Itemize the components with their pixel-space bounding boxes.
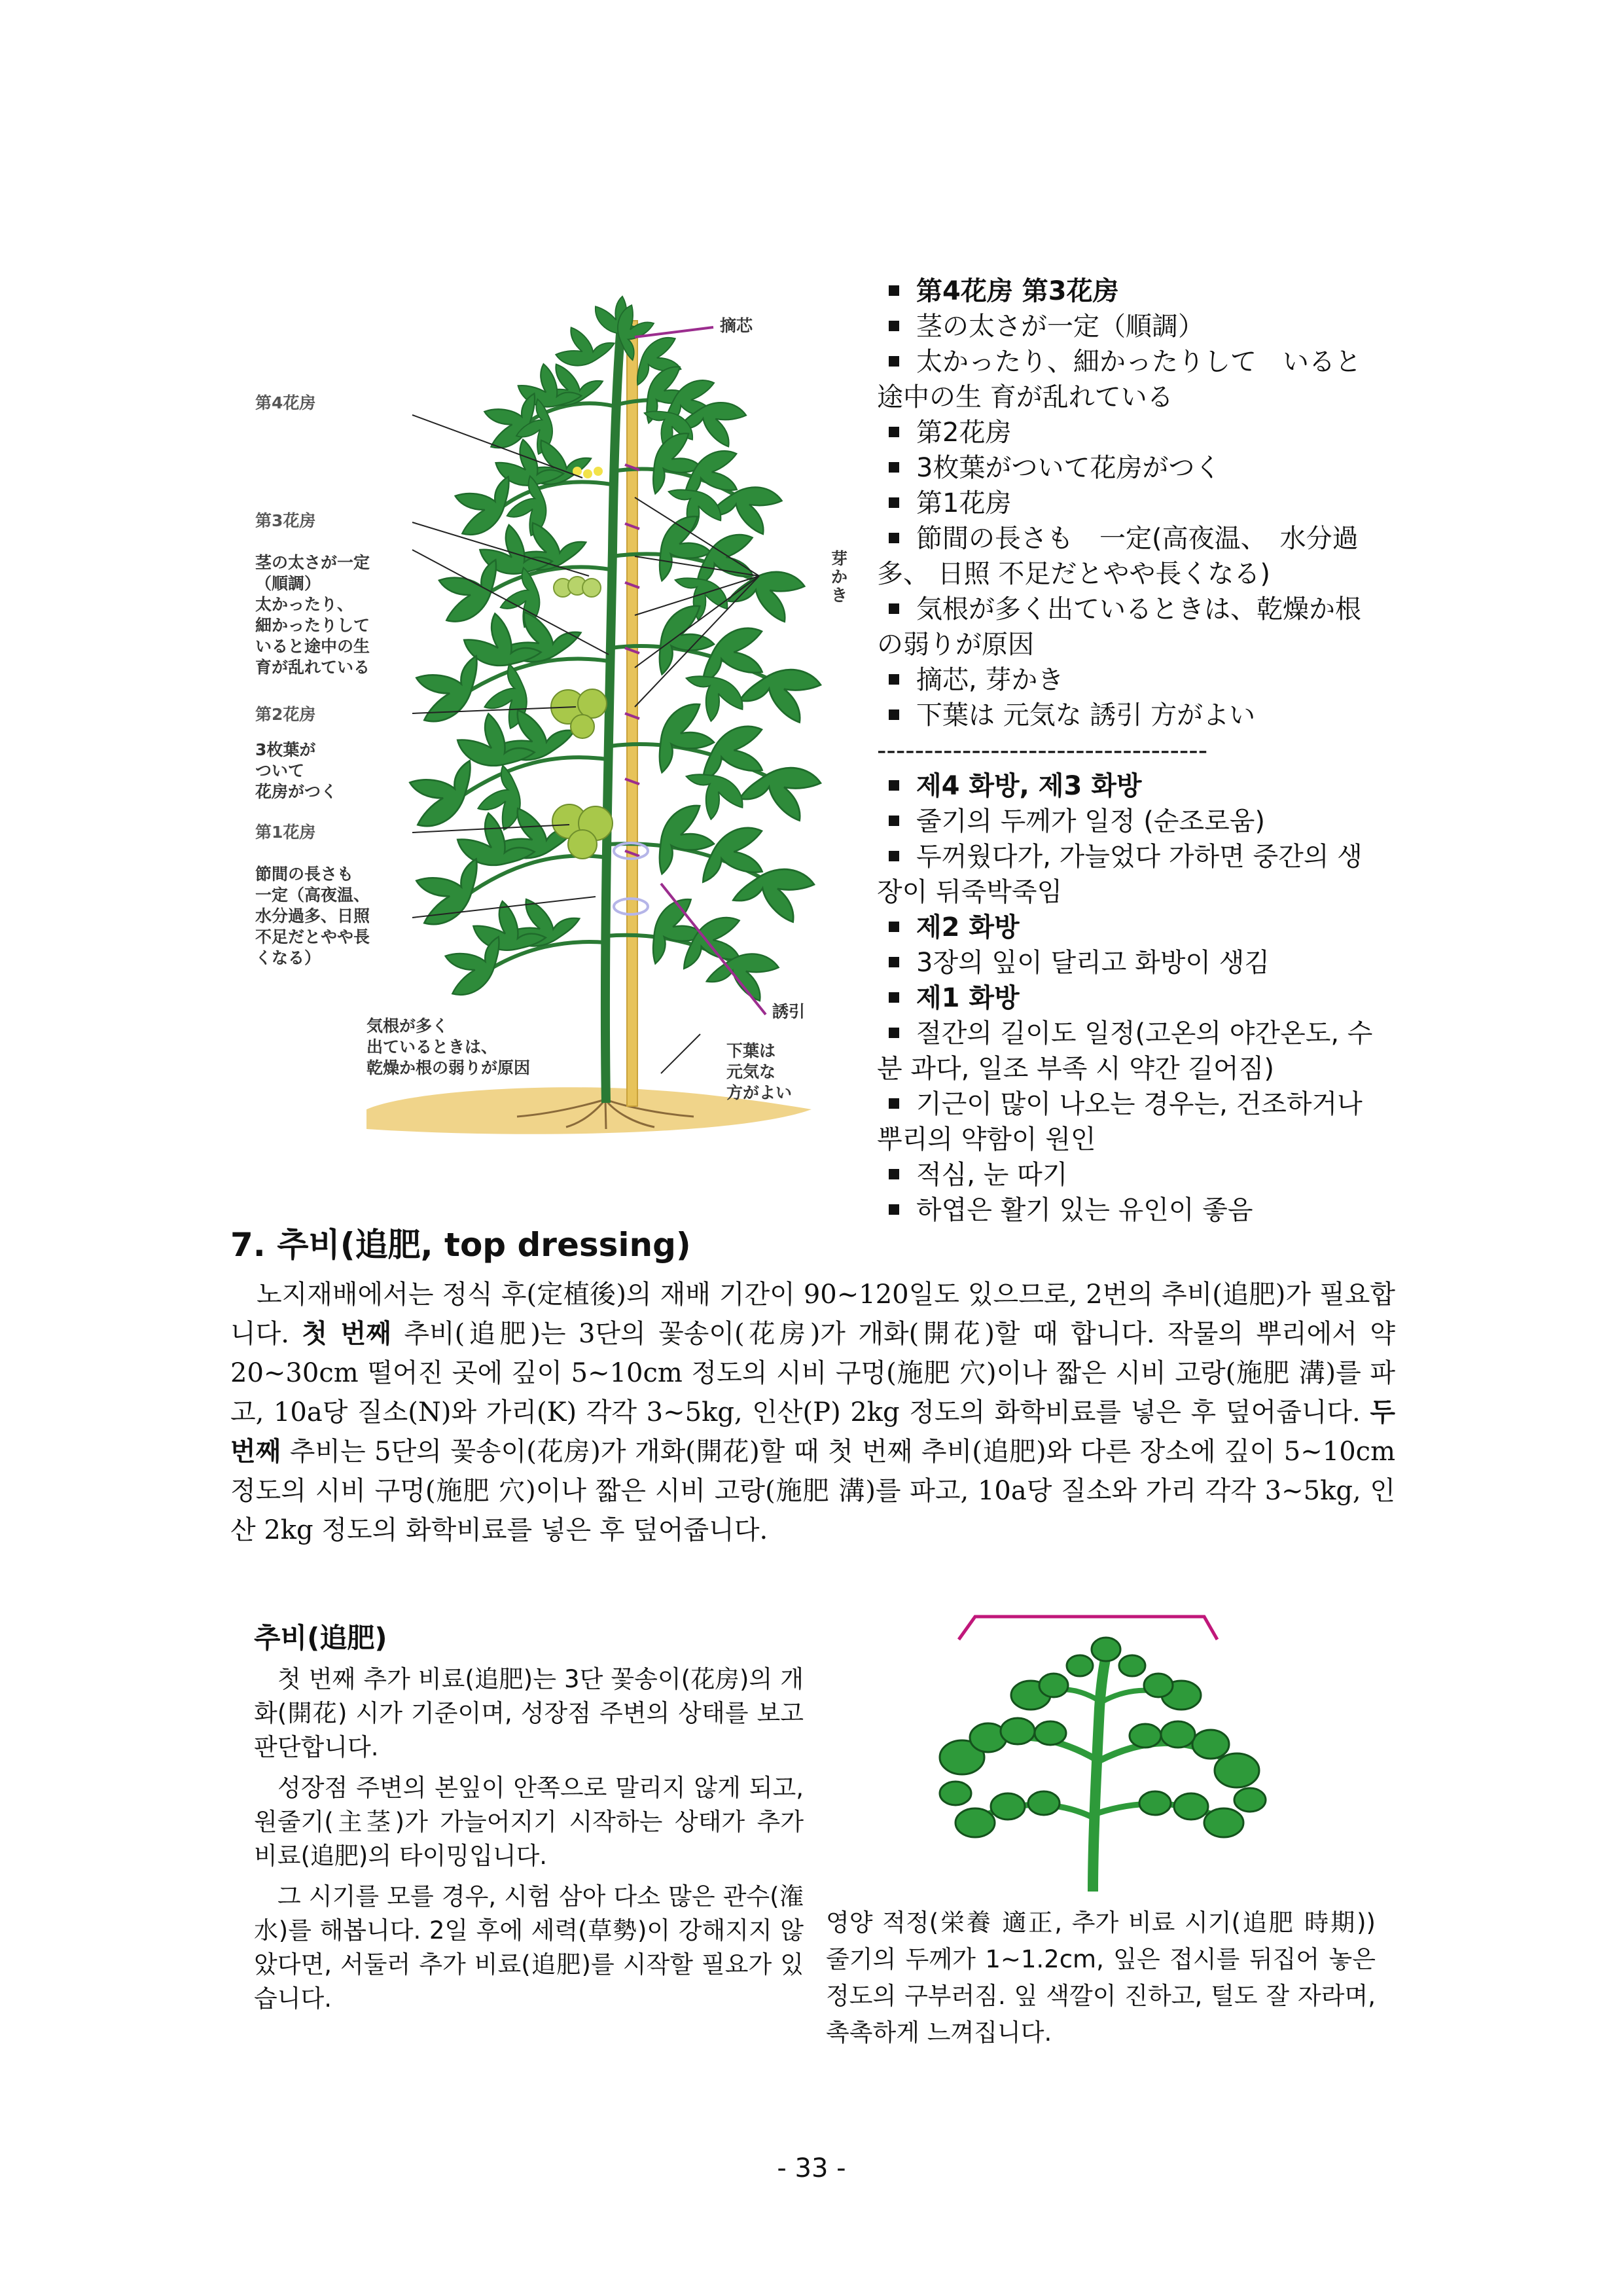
jp-bullet-text: 第2花房 (916, 418, 1012, 448)
kr-bullet-item (877, 980, 1374, 1016)
kr-bullet-item (877, 1157, 1374, 1193)
label-mekaki: 芽 か き (831, 549, 848, 605)
section-heading: 7. 추비(追肥, top dressing) (230, 1226, 691, 1264)
kr-bullet-item (877, 910, 1374, 945)
fruit-cluster-2 (551, 689, 607, 738)
label-tekishin: 摘芯 (720, 316, 753, 335)
jp-bullet-text: 第1花房 (916, 488, 1012, 518)
kr-bullet-item (877, 1193, 1374, 1228)
bullet-square-icon (889, 922, 899, 932)
kr-bullet-item (877, 945, 1374, 980)
width-bracket (959, 1617, 1217, 1640)
kr-bullet-text: 3장의 잎이 달리고 화방이 생김 (916, 948, 1270, 978)
bullet-square-icon (889, 992, 899, 1003)
jp-bullet-text: 太かったり、細かったりして いると途中の生 育が乱れている (877, 347, 1361, 412)
label-dai1kabou: 第1花房 (255, 823, 316, 842)
bullet-square-icon (889, 285, 899, 296)
bullet-square-icon (889, 427, 899, 437)
page-number: - 33 - (777, 2153, 846, 2183)
box-title: 추비(追肥) (254, 1622, 387, 1654)
jp-bullet-text: 気根が多く出ているときは、乾燥か根の弱りが原因 (877, 594, 1361, 660)
kr-bullet-text: 제1 화방 (916, 983, 1020, 1013)
body-sentence-1: 노지재배에서는 정식 후(定植後)의 재배 기간이 90~120일도 있으므로, 2번의 추비(追肥)가 필요합니다. (230, 1280, 1395, 1349)
jp-bullet-text: 下葉は 元気な 誘引 方がよい (916, 700, 1256, 730)
kr-bullet-text: 제4 화방, 제3 화방 (916, 771, 1142, 801)
label-yuuin: 誘引 (772, 1002, 806, 1021)
label-dai3kabou: 第3花房 (255, 511, 316, 530)
bullet-square-icon (889, 1098, 899, 1109)
bullet-square-icon (889, 603, 899, 614)
second-label: 두 번째 (230, 1397, 1396, 1467)
jp-bullet-item (877, 592, 1374, 662)
kr-bullet-text: 줄기의 두께가 일정 (순조로움) (916, 806, 1266, 836)
label-shitaba: 下葉は 元気な 方がよい (726, 1041, 793, 1102)
body-sentence-2: 추비(追肥)는 3단의 꽃송이(花房)가 개화(開花)할 때 합니다. 작물의 뿌리에서 약 20~30cm 떨어진 곳에 깊이 5~10cm 정도의 시비 구멍(施肥 穴)이나 짧은 시비 고랑(施肥 溝)를 파고, 10a당 질소(N)와 가리(K) 각각 3~5kg, 인산(P) 2kg 정도의 화학비료를 넣은 후 덮어줍니다. (230, 1319, 1395, 1427)
main-stem (605, 334, 620, 1103)
label-sanmaiba: 3枚葉が ついて 花房がつく (255, 740, 338, 801)
flower-cluster-4 (573, 467, 603, 478)
jp-bullet-item (877, 344, 1374, 415)
jp-bullet-item (877, 274, 1374, 309)
bullet-square-icon (889, 321, 899, 331)
figure-caption: 영양 적정(栄養 適正, 추가 비료 시기(追肥 時期)) 줄기의 두께가 1~1.2cm, 잎은 접시를 뒤집어 놓은 정도의 구부러짐. 잎 색깔이 진하고, 털도 잘 자라며, 촉촉하게 느껴집니다. (826, 1909, 1376, 2047)
bullet-list (877, 274, 1374, 1228)
bullet-square-icon (889, 957, 899, 967)
first-label: 첫 번째 (302, 1319, 391, 1349)
kr-bullet-text: 제2 화방 (916, 912, 1020, 942)
bullet-square-icon (889, 674, 899, 685)
bullet-list-japanese (877, 274, 1374, 733)
plant-top-figure (897, 1604, 1302, 1892)
jp-bullet-text: 3枚葉がついて花房がつく (916, 453, 1221, 483)
section-body (230, 1275, 1395, 1550)
jp-bullet-item (877, 486, 1374, 521)
box-text-2: 성장점 주변의 본잎이 안쪽으로 말리지 않게 되고, 원줄기(主茎)가 가늘어지기 시작하는 상태가 추가 비료(追肥)의 타이밍입니다. (254, 1774, 804, 1870)
bullet-square-icon (889, 816, 899, 826)
bullet-square-icon (889, 1169, 899, 1179)
box-text-3: 그 시기를 모를 경우, 시험 삼아 다소 많은 관수(潅水)를 해봅니다. 2일 후에 세력(草勢)이 강해지지 않았다면, 서둘러 추가 비료(追肥)를 시작할 필요가 있습니다. (254, 1882, 804, 2013)
label-kikon: 気根が多く 出ているときは、 乾燥か根の弱りが原因 (366, 1016, 531, 1077)
jp-bullet-item (877, 450, 1374, 486)
bullet-list-korean (877, 768, 1374, 1228)
bullet-square-icon (889, 462, 899, 473)
label-kuki-futosa: 茎の太さが一定 （順調） 太かったり、 細かったりして いると途中の生 育が乱れている (255, 553, 370, 677)
label-dai2kabou: 第2花房 (255, 705, 316, 724)
bullet-square-icon (889, 356, 899, 367)
kr-bullet-item (877, 839, 1374, 910)
bullet-square-icon (889, 1028, 899, 1038)
bullet-square-icon (889, 780, 899, 791)
separator-line: ----------------------------------- (877, 736, 1208, 766)
plant-top-illustration (897, 1604, 1302, 1892)
bullet-square-icon (889, 497, 899, 508)
kr-bullet-text: 하엽은 활기 있는 유인이 좋음 (916, 1195, 1253, 1225)
jp-bullet-item (877, 309, 1374, 344)
box-paragraph-1 (254, 1662, 804, 1765)
jp-bullet-item (877, 521, 1374, 592)
bullet-square-icon (889, 1204, 899, 1215)
yuuin-arrow (661, 884, 766, 1014)
jp-bullet-text: 摘芯, 芽かき (916, 665, 1064, 695)
jp-bullet-text: 節間の長さも 一定(高夜温、 水分過多、 日照 不足だとやや長くなる) (877, 524, 1359, 589)
kr-bullet-text: 적심, 눈 따기 (916, 1160, 1068, 1190)
box-paragraph-2 (254, 1771, 804, 1873)
tomato-plant-figure (242, 288, 870, 1158)
kr-bullet-item (877, 768, 1374, 804)
tomato-plant-illustration (242, 288, 870, 1158)
kr-bullet-item (877, 1086, 1374, 1157)
kr-bullet-item (877, 804, 1374, 839)
body-sentence-3: 추비는 5단의 꽃송이(花房)가 개화(開花)할 때 첫 번째 추비(追肥)와 다른 장소에 깊이 5~10cm 정도의 시비 구멍(施肥 穴)이나 짧은 시비 고랑(施肥 溝)를 파고, 10a당 질소와 가리 각각 3~5kg, 인산 2kg 정도의 화학비료를 넣은 후 덮어줍니다. (230, 1437, 1395, 1545)
kr-bullet-text: 절간의 길이도 일정(고온의 야간온도, 수분 과다, 일조 부족 시 약간 길어짐) (877, 1018, 1373, 1084)
kr-bullet-item (877, 1016, 1374, 1086)
box-text-1: 첫 번째 추가 비료(追肥)는 3단 꽃송이(花房)의 개화(開花) 시가 기준이며, 성장점 주변의 상태를 보고 판단합니다. (254, 1665, 804, 1761)
bullet-square-icon (889, 851, 899, 861)
jp-bullet-text: 第4花房 第3花房 (916, 276, 1119, 306)
kr-bullet-text: 기근이 많이 나오는 경우는, 건조하거나 뿌리의 약함이 원인 (877, 1089, 1363, 1155)
box-paragraph-3 (254, 1880, 804, 2016)
jp-bullet-item (877, 662, 1374, 698)
label-setsukan: 節間の長さも 一定（高夜温、 水分過多、日照 不足だとやや長 くなる） (255, 865, 370, 967)
jp-bullet-text: 茎の太さが一定（順調） (916, 312, 1204, 342)
label-dai4kabou: 第4花房 (255, 393, 316, 412)
jp-bullet-item (877, 415, 1374, 450)
bullet-square-icon (889, 709, 899, 720)
bullet-square-icon (889, 533, 899, 543)
kr-bullet-text: 두꺼웠다가, 가늘었다 가하면 중간의 생장이 뒤죽박죽임 (877, 842, 1363, 907)
jp-bullet-item (877, 698, 1374, 733)
fruit-cluster-3 (554, 577, 601, 597)
